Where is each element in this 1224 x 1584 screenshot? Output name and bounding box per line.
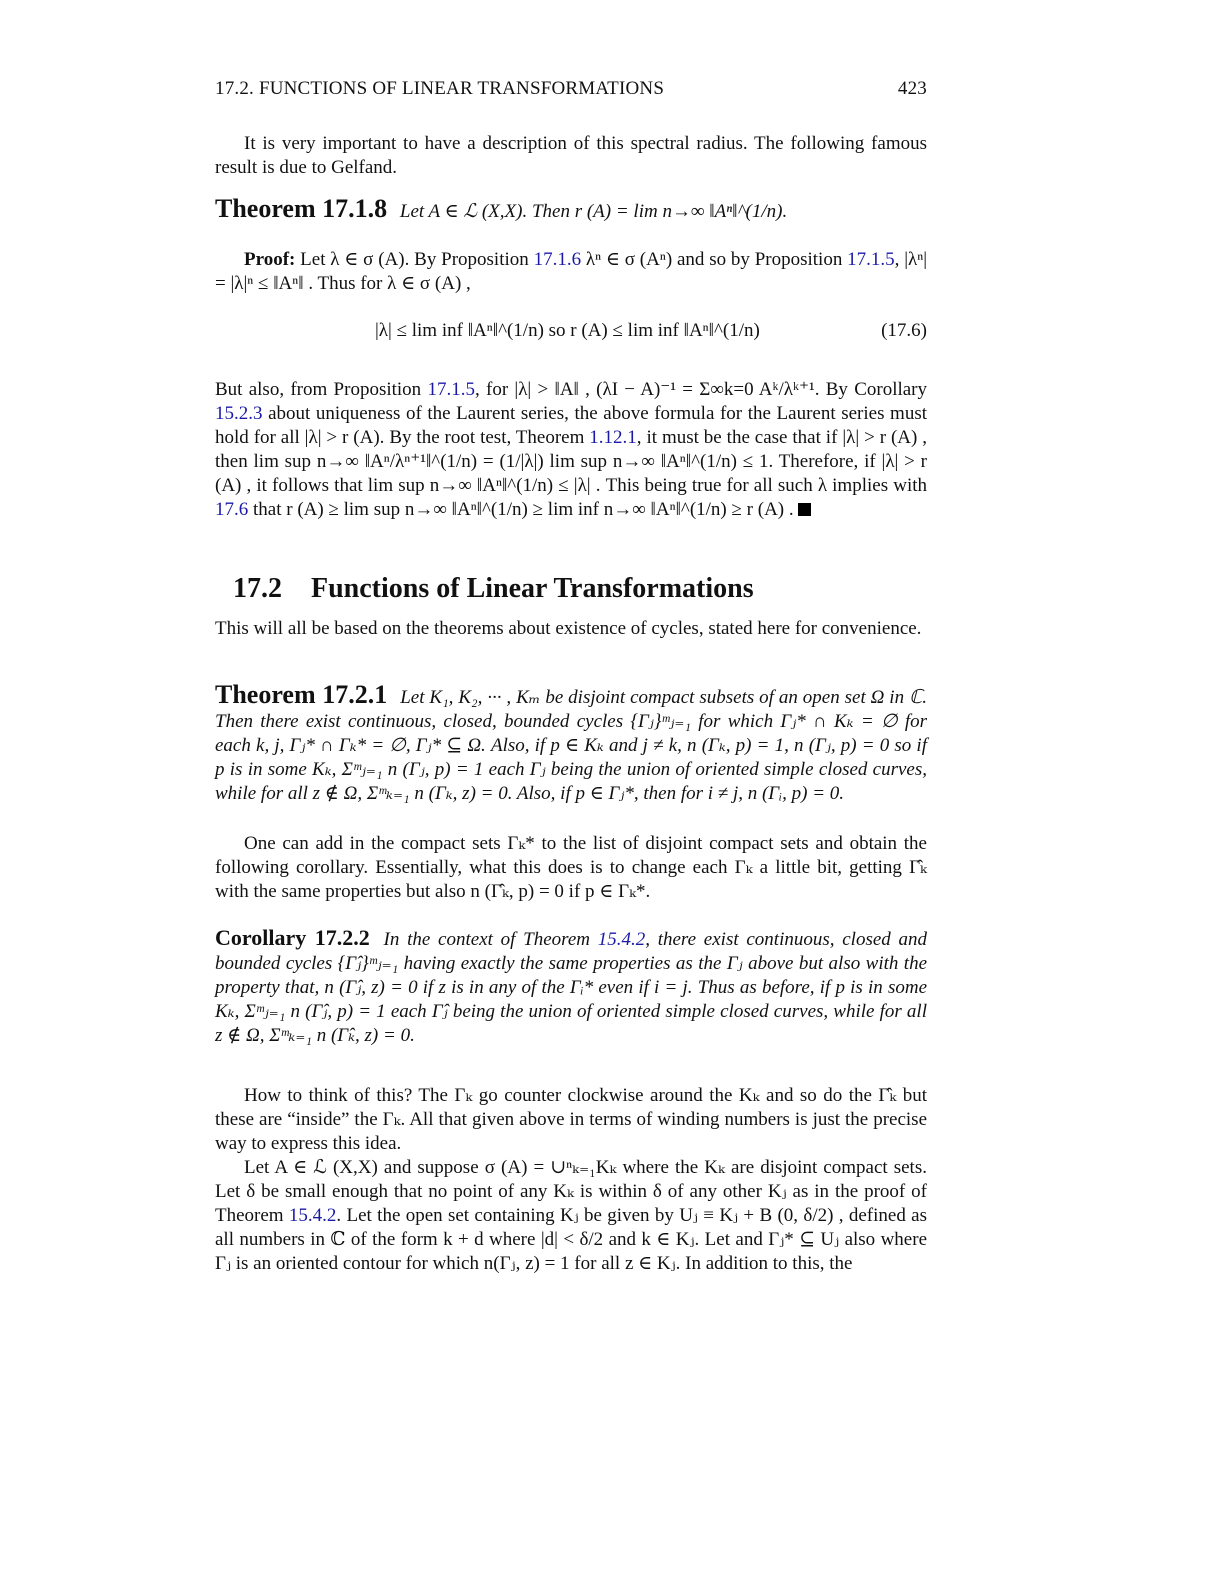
theorem-title: Theorem 17.2.1 xyxy=(215,680,388,709)
equation-body: |λ| ≤ lim inf ‖Aⁿ‖^(1/n) so r (A) ≤ lim inf ‖Aⁿ‖^(1/n) xyxy=(375,320,760,341)
theorem-link[interactable]: 15.4.2 xyxy=(597,929,646,950)
equation-link[interactable]: 17.6 xyxy=(215,499,249,520)
paragraph-spectrum xyxy=(215,1156,927,1276)
corollary-17-2-2 xyxy=(215,926,927,1048)
paragraph-text: . Let the open set containing Kⱼ be given by Uⱼ ≡ Kⱼ + B (0, δ/2) , defined as all numbers in ℂ of the form k + d where |d| < δ/2 and k ∈ Kⱼ. Let and Γⱼ* ⊆ Uⱼ also where Γⱼ is an oriented contour for which n(Γⱼ, z) = 1 for all z ∈ Kⱼ. In addition to this, the xyxy=(215,1205,927,1274)
theorem-17-1-8 xyxy=(215,194,927,224)
proposition-link[interactable]: 17.1.5 xyxy=(427,379,475,400)
paragraph-text: Let A ∈ ℒ (X,X) and suppose σ (A) = ∪ⁿₖ₌₁Kₖ where the Kₖ are disjoint compact sets. Let δ be small enough that no point of any Kₖ is within δ of any other Kⱼ as in the proof of Theorem xyxy=(215,1157,927,1226)
section-title: Functions of Linear Transformations xyxy=(311,573,754,604)
proof-text: , it must be the case that if |λ| > r (A) , then lim sup n→∞ ‖Aⁿ/λⁿ⁺¹‖^(1/n) = (1/|λ|) lim sup n→∞ ‖Aⁿ‖^(1/n) ≤ 1. Therefore, if |λ| > r (A) , it follows that lim sup n→∞ ‖Aⁿ‖^(1/n) ≤ |λ| . This being true for all such λ implies with xyxy=(215,427,927,496)
qed-square-icon xyxy=(798,503,811,516)
proposition-link[interactable]: 17.1.6 xyxy=(533,249,582,270)
section-intro: This will all be based on the theorems about existence of cycles, stated here for convenience. xyxy=(215,618,922,639)
section-heading xyxy=(233,573,754,605)
theorem-title: Theorem 17.1.8 xyxy=(215,194,388,223)
theorem-17-2-1 xyxy=(215,680,928,806)
intro-paragraph: It is very important to have a description of this spectral radius. The following famous result is due to Gelfand. xyxy=(215,133,927,178)
proof-text: that r (A) ≥ lim sup n→∞ ‖Aⁿ‖^(1/n) ≥ lim inf n→∞ ‖Aⁿ‖^(1/n) ≥ r (A) . xyxy=(253,499,794,520)
proof-text: λⁿ ∈ σ (Aⁿ) and so by Proposition xyxy=(585,249,843,270)
section-number: 17.2 xyxy=(233,573,282,604)
corollary-text: In the context of Theorem xyxy=(383,929,590,950)
page-number: 423 xyxy=(897,78,927,99)
proof-text: , for |λ| > ‖A‖ , (λI − A)⁻¹ = Σ∞k=0 Aᵏ/λᵏ⁺¹. By Corollary xyxy=(474,379,928,400)
proof-label: Proof: xyxy=(244,249,296,270)
theorem-link[interactable]: 15.4.2 xyxy=(288,1205,337,1226)
header-section: 17.2. FUNCTIONS OF LINEAR TRANSFORMATIONS xyxy=(215,78,665,99)
paragraph-compact-sets: One can add in the compact sets Γₖ* to the list of disjoint compact sets and obtain the following corollary. Essentially, what this does is to change each Γₖ a little bit, getting Γ̂ₖ with the same properties but also n (Γ̂ₖ, p) = 0 if p ∈ Γₖ*. xyxy=(215,833,927,902)
proposition-link[interactable]: 17.1.5 xyxy=(847,249,895,270)
equation-number: (17.6) xyxy=(881,320,927,341)
proof-text: , |λⁿ| = |λ|ⁿ ≤ ‖Aⁿ‖ . Thus for λ ∈ σ (A) , xyxy=(215,249,928,294)
corollary-text: , there exist continuous, closed and bounded cycles {Γ̂ⱼ}ᵐⱼ₌₁ having exactly the same properties as the Γⱼ above but also with the property that, n (Γ̂ⱼ, z) = 0 if z is in any of the Γᵢ* even if i = j. Thus as before, if p is in some Kₖ, Σᵐⱼ₌₁ n (Γ̂ⱼ, p) = 1 each Γ̂ⱼ being the union of oriented simple closed curves, while for all z ∉ Ω, Σᵐₖ₌₁ n (Γ̂ₖ, z) = 0. xyxy=(215,929,928,1046)
theorem-statement: Let K₁, K₂, ··· , Kₘ be disjoint compact subsets of an open set Ω in ℂ. Then there exist continuous, closed, bounded cycles {Γⱼ}ᵐⱼ₌₁ for which Γⱼ* ∩ Kₖ = ∅ for each k, j, Γⱼ* ∩ Γₖ* = ∅, Γⱼ* ⊆ Ω. Also, if p ∈ Kₖ and j ≠ k, n (Γₖ, p) = 1, n (Γⱼ, p) = 0 so if p is in some Kₖ, Σᵐⱼ₌₁ n (Γⱼ, p) = 1 each Γⱼ being the union of oriented simple closed curves, while for all z ∉ Ω, Σᵐₖ₌₁ n (Γₖ, z) = 0. Also, if p ∈ Γⱼ*, then for i ≠ j, n (Γᵢ, p) = 0. xyxy=(215,687,928,804)
proof-text: about uniqueness of the Laurent series, the above formula for the Laurent series must hold for all |λ| > r (A). By the root test, Theorem xyxy=(215,403,928,448)
running-header xyxy=(215,78,927,100)
corollary-title: Corollary 17.2.2 xyxy=(215,925,370,950)
proof-paragraph xyxy=(215,248,927,296)
proof-text: Let λ ∈ σ (A). By Proposition xyxy=(300,249,529,270)
corollary-link[interactable]: 15.2.3 xyxy=(215,403,263,424)
paragraph-how-to-think: How to think of this? The Γₖ go counter clockwise around the Kₖ and so do the Γ̂ₖ but these are “inside” the Γₖ. All that given above in terms of winding numbers is just the precise way to express this idea. xyxy=(215,1085,927,1154)
theorem-statement: Let A ∈ ℒ (X,X). Then r (A) = lim n→∞ ‖Aⁿ‖^(1/n). xyxy=(399,201,788,222)
theorem-link[interactable]: 1.12.1 xyxy=(589,427,637,448)
proof-text: But also, from Proposition xyxy=(215,379,422,400)
proof-continuation xyxy=(215,378,927,522)
